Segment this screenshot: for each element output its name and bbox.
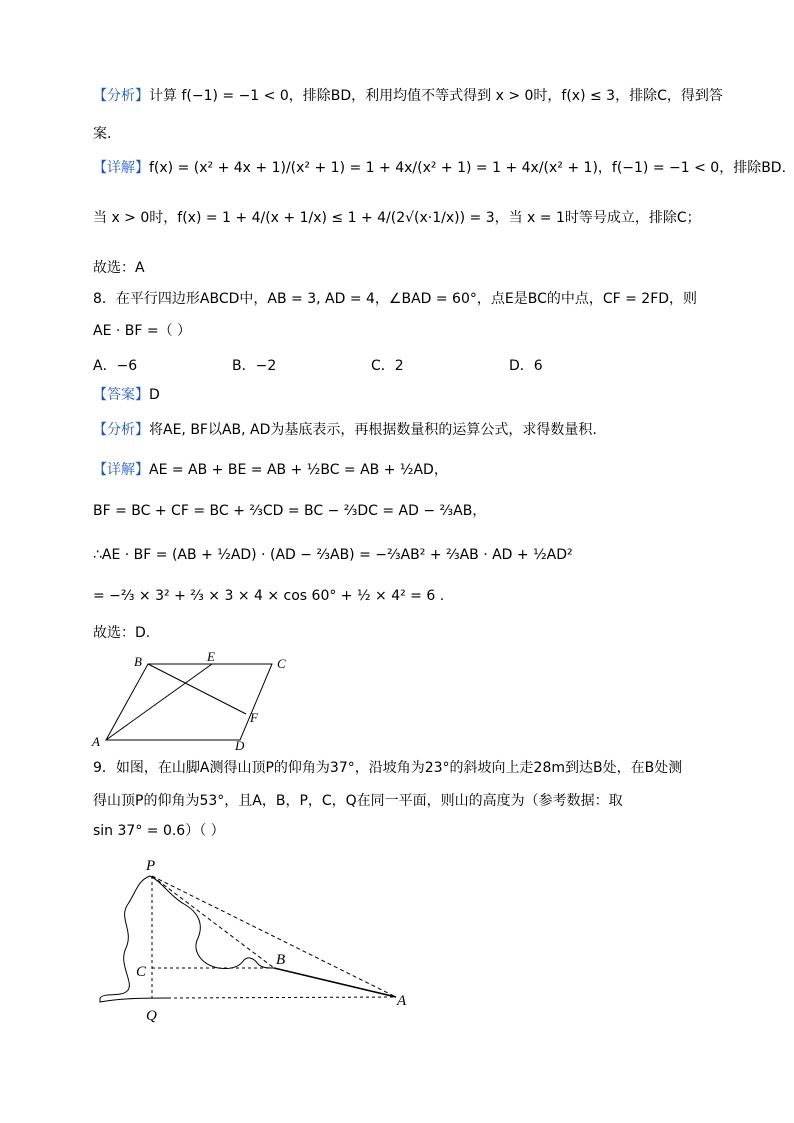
answer-tag: 【答案】 (93, 387, 149, 403)
q8-stem-line2: AE · BF =（ ） (93, 323, 192, 339)
q9-stem-line2: 得山顶P的仰角为53°，且A，B，P，C，Q在同一平面，则山的高度为（参考数据：取 (93, 793, 623, 809)
parallelogram-figure (88, 652, 308, 752)
q8-stem-line1: 8．在平行四边形ABCD中，AB = 3, AD = 4，∠BAD = 60°，点E是BC的中点，CF = 2FD，则 (93, 291, 698, 307)
label-e: E (207, 652, 215, 664)
label-d: D (235, 738, 245, 752)
q8-detail-line2: BF = BC + CF = BC + ⅔CD = BC − ⅔DC = AD − ⅔AB， (93, 503, 487, 519)
analysis-block-1 (93, 88, 723, 105)
label-c: C (136, 964, 147, 980)
parallelogram-outline (106, 664, 272, 740)
label-b: B (134, 654, 142, 669)
label-b: B (276, 952, 286, 968)
segment-bf (148, 664, 246, 714)
slope-ba (274, 968, 396, 997)
label-c: C (277, 656, 286, 671)
choose-answer-2: 故选：D. (93, 625, 151, 641)
answer-value: D (149, 387, 160, 403)
label-a: A (397, 993, 407, 1009)
q8-option-b: B．−2 (232, 358, 277, 374)
sight-pb (152, 876, 274, 968)
q8-detail-line4: = −⅔ × 3² + ⅔ × 3 × 4 × cos 60° + ½ × 4² = 6 . (93, 588, 445, 604)
q8-option-d: D．6 (509, 358, 543, 374)
detail-formula: AE = AB + BE = AB + ½BC = AB + ½AD， (149, 462, 448, 478)
q8-answer (93, 387, 160, 404)
q8-option-a: A．−6 (93, 358, 138, 374)
detail-tag: 【详解】 (93, 160, 149, 176)
label-p: P (146, 858, 156, 874)
detail-formula-2: 当 x > 0时，f(x) = 1 + 4/(x + 1/x) ≤ 1 + 4/(2√(x·1/x)) = 3，当 x = 1时等号成立，排除C； (93, 210, 701, 226)
q9-stem-line1: 9．如图，在山脚A测得山顶P的仰角为37°，沿坡角为23°的斜坡向上走28m到达B处，在B处测 (93, 760, 683, 776)
mountain-right-slope (150, 876, 274, 969)
q8-detail-line1 (93, 462, 448, 479)
mountain-left-slope (100, 876, 168, 1002)
detail-formula-1: f(x) = (x² + 4x + 1)/(x² + 1) = 1 + 4x/(x² + 1) = 1 + 4x/(x² + 1)，f(−1) = −1 < 0，排除BD. (149, 160, 787, 176)
detail-tag: 【详解】 (93, 462, 149, 478)
segment-ae (106, 664, 212, 740)
label-a: A (92, 734, 100, 749)
analysis-text-cont: 案. (93, 126, 112, 142)
q9-stem-line3: sin 37° = 0.6）（ ） (93, 823, 225, 839)
analysis-text: 计算 f(−1) = −1 < 0，排除BD，利用均值不等式得到 x > 0时，f(x) ≤ 3，排除C，得到答 (149, 88, 723, 104)
analysis-tag: 【分析】 (93, 422, 149, 438)
label-q: Q (146, 1008, 157, 1024)
mountain-figure (88, 852, 418, 1032)
q8-option-c: C．2 (371, 358, 404, 374)
choose-answer-1: 故选：A (93, 260, 145, 276)
q8-detail-line3: ∴AE · BF = (AB + ½AD) · (AD − ⅔AB) = −⅔AB² + ⅔AB · AD + ½AD² (93, 547, 573, 563)
analysis-text: 将AE, BF以AB, AD为基底表示，再根据数量积的运算公式，求得数量积. (149, 422, 597, 438)
detail-block-1 (93, 160, 786, 177)
ground-qa (168, 997, 396, 998)
label-f: F (250, 710, 258, 725)
analysis-tag: 【分析】 (93, 88, 149, 104)
q8-analysis (93, 422, 597, 439)
sight-pa (152, 876, 396, 997)
